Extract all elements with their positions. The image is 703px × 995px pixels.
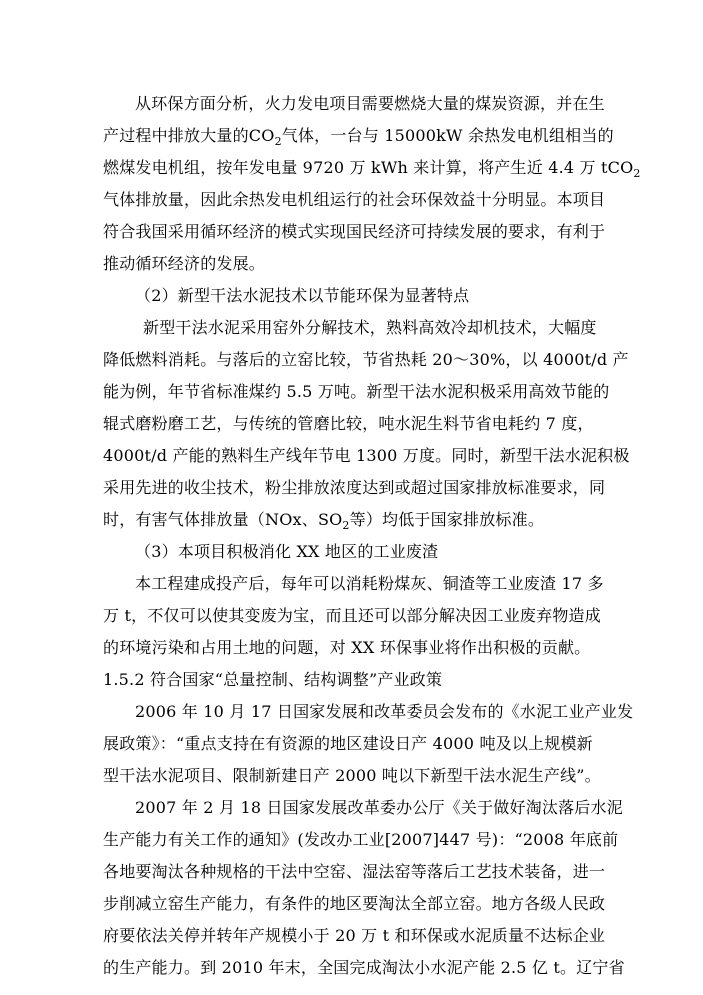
text-span: 燃煤发电机组，按年发电量 9720 万 kWh 来计算，将产生近 4.4 万 tCO <box>103 158 634 177</box>
paragraph-line: 4000t/d 产能的熟料生产线年节电 1300 万度。同时，新型干法水泥积极 <box>103 446 630 465</box>
paragraph-line: 万 t，不仅可以使其变废为宝，而且还可以部分解决因工业废弃物造成 <box>103 606 601 625</box>
paragraph-line: 步削减立窑生产能力，有条件的地区要淘汰全部立窑。地方各级人民政 <box>103 894 606 913</box>
paragraph-line: 的生产能力。到 2010 年末，全国完成淘汰小水泥产能 2.5 亿 t。辽宁省 <box>103 958 625 977</box>
paragraph-line <box>103 124 614 148</box>
text-span: 产过程中排放大量的CO <box>103 126 275 145</box>
text-span: 时，有害气体排放量（NOx、SO <box>103 510 343 529</box>
paragraph-line <box>103 156 641 180</box>
paragraph-line: 府要依法关停并转年产规模小于 20 万 t 和环保或水泥质量不达标企业 <box>103 926 606 945</box>
paragraph-line: 降低燃料消耗。与落后的立窑比较，节省热耗 20～30%，以 4000t/d 产 <box>103 350 629 369</box>
paragraph-line: 本工程建成投产后，每年可以消耗粉煤灰、铜渣等工业废渣 17 多 <box>135 574 604 593</box>
section-heading: 1.5.2 符合国家“总量控制、结构调整”产业政策 <box>103 670 443 689</box>
paragraph-line: 2006 年 10 月 17 日国家发展和改革委员会发布的《水泥工业产业发 <box>135 702 634 721</box>
paragraph-line: 采用先进的收尘技术，粉尘排放浓度达到或超过国家排放标准要求，同 <box>103 478 606 497</box>
section-heading: （2）新型干法水泥技术以节能环保为显著特点 <box>135 286 470 305</box>
paragraph-line: 辊式磨粉磨工艺，与传统的管磨比较，吨水泥生料节省电耗约 7 度， <box>103 414 594 433</box>
subscript: 2 <box>342 519 350 532</box>
text-span: 气体，一台与 15000kW 余热发电机组相当的 <box>281 126 614 145</box>
text-span: 等）均低于国家排放标准。 <box>349 510 545 529</box>
paragraph-line: 能为例，年节省标准煤约 5.5 万吨。新型干法水泥积极采用高效节能的 <box>103 382 610 401</box>
paragraph-line: 推动循环经济的发展。 <box>103 254 266 273</box>
paragraph-line: 从环保方面分析，火力发电项目需要燃烧大量的煤炭资源，并在生 <box>135 94 605 113</box>
paragraph-line: 各地要淘汰各种规格的干法中空窑、湿法窑等落后工艺技术装备，进一 <box>103 862 606 881</box>
paragraph-line: 新型干法水泥采用窑外分解技术，熟料高效冷却机技术，大幅度 <box>143 318 597 337</box>
paragraph-line <box>103 508 544 532</box>
paragraph-line: 2007 年 2 月 18 日国家发展改革委办公厅《关于做好淘汰落后水泥 <box>135 798 623 817</box>
subscript: 2 <box>274 135 282 148</box>
paragraph-line: 气体排放量，因此余热发电机组运行的社会环保效益十分明显。本项目 <box>103 190 606 209</box>
section-heading: （3）本项目积极消化 XX 地区的工业废渣 <box>135 542 439 561</box>
paragraph-line: 生产能力有关工作的通知》(发改办工业[2007]447 号)：“2008 年底前 <box>103 830 619 849</box>
paragraph-line: 符合我国采用循环经济的模式实现国民经济可持续发展的要求，有利于 <box>103 222 606 241</box>
paragraph-line: 型干法水泥项目、限制新建日产 2000 吨以下新型干法水泥生产线”。 <box>103 766 601 785</box>
paragraph-line: 展政策》：“重点支持在有资源的地区建设日产 4000 吨及以上规模新 <box>103 734 593 753</box>
subscript: 2 <box>633 167 641 180</box>
paragraph-line: 的环境污染和占用土地的问题，对 XX 环保事业将作出积极的贡献。 <box>103 638 591 657</box>
